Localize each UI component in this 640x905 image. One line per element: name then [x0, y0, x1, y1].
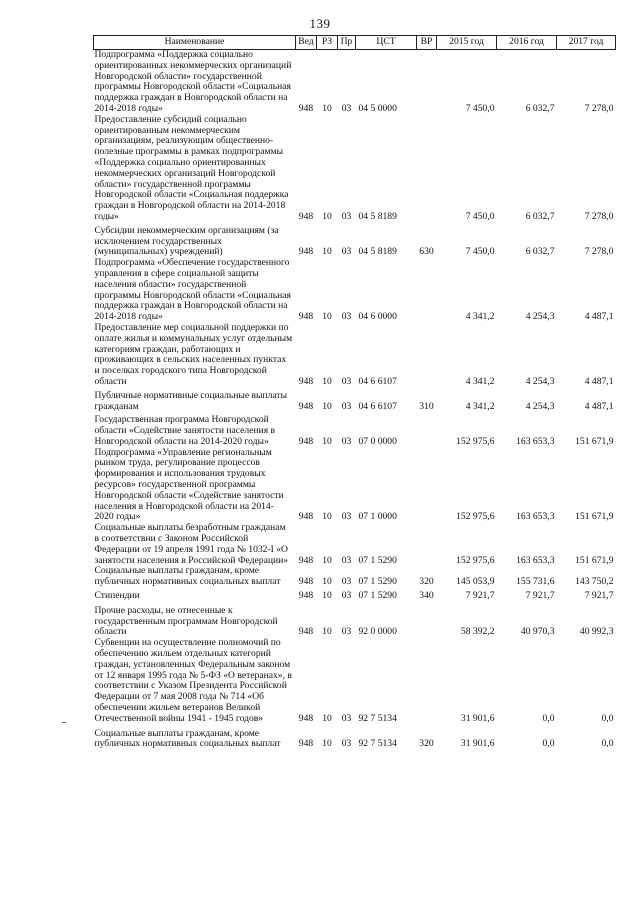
table-row — [94, 323, 616, 388]
row-cst: 04 5 8189 — [358, 246, 397, 258]
row-value-2015: 58 392,2 — [460, 626, 495, 638]
row-value-2017: 40 992,3 — [579, 626, 614, 638]
row-value-2016: 6 032,7 — [525, 210, 555, 222]
row-cst: 04 6 6107 — [358, 375, 397, 387]
row-value-2016: 163 653,3 — [516, 435, 555, 447]
row-vr — [417, 258, 437, 323]
row-cst: 92 7 5134 — [358, 738, 397, 750]
table-body — [94, 50, 616, 751]
row-pr: 03 — [341, 375, 352, 387]
row-value-2017: 7 278,0 — [584, 102, 614, 114]
page-number: 139 — [309, 16, 331, 31]
table-row — [94, 602, 616, 638]
table-row — [94, 638, 616, 724]
row-cst: 92 0 0000 — [358, 626, 397, 638]
row-rz: 10 — [322, 102, 332, 114]
header-2016: 2016 год — [497, 36, 557, 50]
row-value-2017: 143 750,2 — [575, 576, 614, 588]
row-ved: 948 — [298, 311, 314, 323]
row-ved: 948 — [298, 435, 314, 447]
row-ved: 948 — [298, 210, 314, 222]
budget-table — [93, 35, 616, 750]
row-name: Подпрограмма «Управление региональным рынком труда, регулирование процессов формирования и использования трудовых ресурсов» государственной программы Новгородской области «Содействие занятости населения в Новгородской области на 2014-2020 годы» — [94, 446, 284, 523]
row-name: Предоставление мер социальной поддержки по оплате жилья и коммунальных услуг отдельным категориям граждан, работающих и проживающих в сельских населенных пунктах и поселках городского типа Новгородской области — [94, 321, 293, 387]
row-pr: 03 — [341, 626, 352, 638]
header-rz: РЗ — [317, 36, 338, 50]
row-cst: 07 1 5290 — [358, 576, 397, 588]
table-row — [94, 412, 616, 447]
row-value-2015: 4 341,2 — [465, 311, 495, 323]
row-pr: 03 — [341, 554, 352, 566]
row-vr: 630 — [419, 246, 434, 258]
row-value-2017: 151 671,9 — [575, 554, 614, 566]
row-value-2016: 155 731,6 — [516, 576, 555, 588]
row-rz: 10 — [322, 435, 332, 447]
row-vr — [417, 323, 437, 388]
table-row — [94, 115, 616, 223]
row-value-2017: 151 671,9 — [575, 435, 614, 447]
table-row — [94, 388, 616, 413]
row-name: Стипендии — [94, 590, 140, 602]
row-value-2015: 31 901,6 — [460, 712, 495, 724]
row-vr — [417, 523, 437, 566]
row-rz: 10 — [322, 400, 332, 412]
table-row — [94, 725, 616, 751]
row-rz: 10 — [322, 626, 332, 638]
row-value-2017: 0,0 — [601, 738, 614, 750]
row-name: Социальные выплаты гражданам, кроме публичных нормативных социальных выплат — [94, 565, 281, 588]
row-value-2015: 4 341,2 — [465, 400, 495, 412]
row-value-2017: 7 278,0 — [584, 246, 614, 258]
row-value-2016: 163 653,3 — [516, 511, 555, 523]
row-name: Социальные выплаты гражданам, кроме публичных нормативных социальных выплат — [94, 727, 281, 750]
row-value-2016: 163 653,3 — [516, 554, 555, 566]
row-rz: 10 — [322, 590, 332, 602]
row-name: Подпрограмма «Поддержка социально ориентированных некоммерческих организаций Новгородской области» государственной программы Новгородской области «Социальная поддержка граждан в Новгородской области на 2014-2018 годы» — [94, 49, 292, 114]
row-rz: 10 — [322, 576, 332, 588]
row-vr — [417, 50, 437, 115]
table-row — [94, 588, 616, 602]
row-ved: 948 — [298, 738, 314, 750]
table-row — [94, 223, 616, 258]
table-row — [94, 566, 616, 588]
row-value-2015: 145 053,9 — [456, 576, 495, 588]
row-ved: 948 — [298, 400, 314, 412]
margin-mark — [62, 722, 66, 723]
table-header — [94, 36, 616, 50]
row-name: Государственная программа Новгородской области «Содействие занятости населения в Новгородской области на 2014-2020 годы» — [94, 414, 276, 447]
row-value-2016: 4 254,3 — [525, 375, 555, 387]
row-cst: 04 6 6107 — [358, 400, 397, 412]
row-pr: 03 — [341, 576, 352, 588]
row-name: Публичные нормативные социальные выплаты гражданам — [94, 389, 288, 412]
row-value-2016: 0,0 — [542, 738, 555, 750]
header-pr: Пр — [338, 36, 356, 50]
row-value-2015: 152 975,6 — [456, 511, 495, 523]
table-row — [94, 258, 616, 323]
row-name: Подпрограмма «Обеспечение государственного управления в сфере социальной защиты населения области» государственной программы Новгородской области «Социальная поддержка граждан в Новгородской области на 2014-2018 годы» — [94, 257, 291, 323]
row-value-2015: 7 450,0 — [465, 102, 495, 114]
row-vr — [417, 602, 437, 638]
row-ved: 948 — [298, 576, 314, 588]
row-value-2015: 7 450,0 — [465, 246, 495, 258]
row-value-2016: 40 970,3 — [520, 626, 555, 638]
row-name: Субвенции на осуществление полномочий по обеспечению жильем отдельных категорий граждан, установленных Федеральным законом от 12 января 1995 года № 5-ФЗ «О ветеранах», в соответствии с Указом Президента Российской Федерации от 7 мая 2008 года № 714 «Об обеспечении жильем ветеранов Великой Отечественной войны 1941 - 1945 годов» — [94, 637, 292, 724]
row-ved: 948 — [298, 102, 314, 114]
row-name: Субсидии некоммерческим организациям (за исключением государственных (муниципальных) учреждений) — [94, 224, 279, 258]
header-2017: 2017 год — [557, 36, 616, 50]
row-rz: 10 — [322, 210, 332, 222]
row-value-2015: 31 901,6 — [460, 738, 495, 750]
table-row — [94, 523, 616, 566]
row-ved: 948 — [298, 590, 314, 602]
row-rz: 10 — [322, 712, 332, 724]
row-value-2017: 7 921,7 — [584, 590, 614, 602]
row-cst: 04 5 0000 — [358, 102, 397, 114]
row-cst: 92 7 5134 — [358, 712, 397, 724]
row-value-2016: 4 254,3 — [525, 400, 555, 412]
row-cst: 07 0 0000 — [358, 435, 397, 447]
row-value-2017: 7 278,0 — [584, 210, 614, 222]
row-vr — [417, 448, 437, 524]
row-vr: 340 — [419, 590, 434, 602]
row-vr — [417, 638, 437, 724]
row-vr — [417, 115, 437, 223]
row-value-2015: 7 450,0 — [465, 210, 495, 222]
row-value-2015: 152 975,6 — [456, 435, 495, 447]
row-name: Предоставление субсидий социально ориентированным некоммерческим организациям, реализующим общественно-полезные программы в рамках подпрограммы «Поддержка социально ориентированных некоммерческих организаций Новгородской области» государственной программы Новгородской области «Социальная поддержка граждан в Новгородской области на 2014-2018 годы» — [94, 113, 289, 222]
row-rz: 10 — [322, 311, 332, 323]
header-ved: Вед — [296, 36, 317, 50]
header-2015: 2015 год — [437, 36, 497, 50]
row-value-2016: 4 254,3 — [525, 311, 555, 323]
row-pr: 03 — [341, 435, 352, 447]
row-vr: 320 — [419, 576, 434, 588]
row-ved: 948 — [298, 246, 314, 258]
table-row — [94, 50, 616, 115]
header-cst: ЦСТ — [356, 36, 417, 50]
row-value-2016: 7 921,7 — [525, 590, 555, 602]
row-vr: 310 — [419, 400, 434, 412]
row-ved: 948 — [298, 511, 314, 523]
row-value-2017: 4 487,1 — [584, 375, 614, 387]
row-cst: 07 1 5290 — [358, 554, 397, 566]
row-rz: 10 — [322, 554, 332, 566]
row-value-2015: 4 341,2 — [465, 375, 495, 387]
table-row — [94, 448, 616, 524]
row-pr: 03 — [341, 246, 352, 258]
header-name: Наименование — [94, 36, 296, 50]
row-ved: 948 — [298, 626, 314, 638]
row-rz: 10 — [322, 511, 332, 523]
row-value-2017: 4 487,1 — [584, 311, 614, 323]
row-ved: 948 — [298, 375, 314, 387]
row-pr: 03 — [341, 511, 352, 523]
row-name: Прочие расходы, не отнесенные к государственным программам Новгородской области — [94, 604, 278, 638]
row-value-2016: 0,0 — [542, 712, 555, 724]
row-rz: 10 — [322, 375, 332, 387]
row-cst: 04 6 0000 — [358, 311, 397, 323]
row-ved: 948 — [298, 712, 314, 724]
row-pr: 03 — [341, 738, 352, 750]
row-value-2016: 6 032,7 — [525, 102, 555, 114]
row-name: Социальные выплаты безработным гражданам в соответствии с Законом Российской Федерации от 19 апреля 1991 года № 1032-I «О занятости населения в Российской Федерации» — [94, 522, 289, 566]
row-ved: 948 — [298, 554, 314, 566]
row-pr: 03 — [341, 712, 352, 724]
row-vr: 320 — [419, 738, 434, 750]
row-value-2015: 7 921,7 — [465, 590, 495, 602]
row-pr: 03 — [341, 311, 352, 323]
row-cst: 07 1 5290 — [358, 590, 397, 602]
header-vr: ВР — [417, 36, 437, 50]
row-pr: 03 — [341, 400, 352, 412]
row-rz: 10 — [322, 246, 332, 258]
row-vr — [417, 412, 437, 447]
row-pr: 03 — [341, 102, 352, 114]
row-value-2017: 151 671,9 — [575, 511, 614, 523]
row-cst: 07 1 0000 — [358, 511, 397, 523]
row-value-2017: 0,0 — [601, 712, 614, 724]
row-value-2015: 152 975,6 — [456, 554, 495, 566]
row-cst: 04 5 8189 — [358, 210, 397, 222]
row-pr: 03 — [341, 590, 352, 602]
row-value-2016: 6 032,7 — [525, 246, 555, 258]
row-value-2017: 4 487,1 — [584, 400, 614, 412]
row-pr: 03 — [341, 210, 352, 222]
row-rz: 10 — [322, 738, 332, 750]
